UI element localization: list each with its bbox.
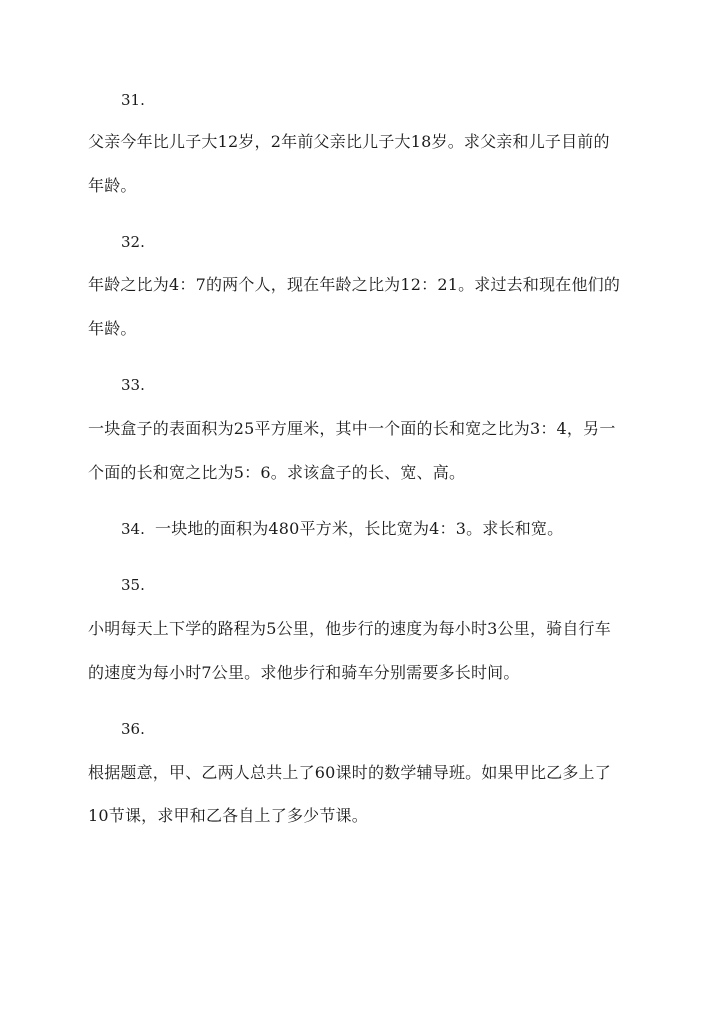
- problem-number-35: 35.: [121, 576, 145, 594]
- problem-31-line-1: 父亲今年比儿子大12岁，2年前父亲比儿子大18岁。求父亲和儿子目前的: [88, 132, 610, 151]
- problem-number-32: 32.: [121, 233, 145, 251]
- problem-number-33: 33.: [121, 376, 145, 394]
- problem-35-line-2: 的速度为每小时7公里。求他步行和骑车分别需要多长时间。: [88, 663, 520, 682]
- problem-number-36: 36.: [121, 720, 145, 738]
- problem-33-line-1: 一块盒子的表面积为25平方厘米，其中一个面的长和宽之比为3：4，另一: [88, 419, 616, 438]
- problem-31-line-2: 年龄。: [88, 176, 137, 195]
- problem-34-text: 一块地的面积为480平方米，长比宽为4：3。求长和宽。: [155, 519, 564, 538]
- problem-number-31: 31.: [121, 91, 145, 109]
- problem-number-34: 34.: [121, 520, 145, 538]
- problem-36-line-2: 10节课，求甲和乙各自上了多少节课。: [88, 806, 368, 825]
- problem-36-line-1: 根据题意，甲、乙两人总共上了60课时的数学辅导班。如果甲比乙多上了: [88, 763, 611, 782]
- problem-35-line-1: 小明每天上下学的路程为5公里，他步行的速度为每小时3公里，骑自行车: [88, 619, 611, 638]
- problem-32-line-1: 年龄之比为4：7的两个人，现在年龄之比为12：21。求过去和现在他们的: [88, 275, 621, 294]
- problem-33-line-2: 个面的长和宽之比为5：6。求该盒子的长、宽、高。: [88, 463, 466, 482]
- problem-32-line-2: 年龄。: [88, 319, 137, 338]
